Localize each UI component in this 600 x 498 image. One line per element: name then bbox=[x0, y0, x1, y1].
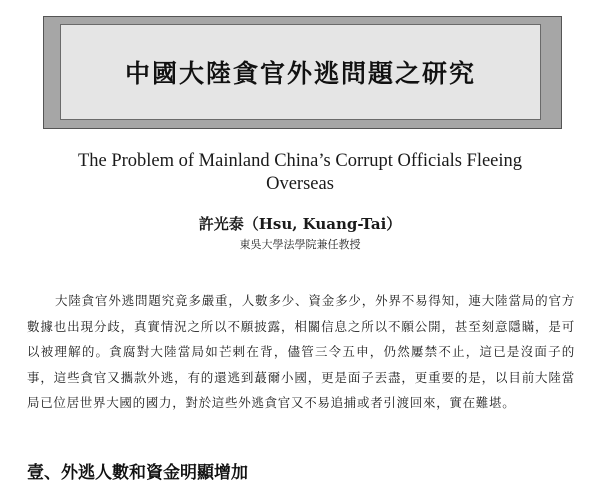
section-heading: 壹、外逃人數和資金明顯增加 bbox=[27, 463, 248, 483]
author-affiliation: 東吳大學法學院兼任教授 bbox=[239, 238, 361, 251]
english-title bbox=[40, 150, 560, 196]
title-panel bbox=[60, 24, 541, 120]
english-title-line-2: Overseas bbox=[266, 174, 334, 194]
author-name: 許光泰（Hsu, Kuang-Tai） bbox=[198, 215, 402, 233]
english-title-line-1: The Problem of Mainland China’s Corrupt Officials Fleeing bbox=[77, 151, 523, 171]
chinese-title: 中國大陸貪官外逃問題之研究 bbox=[124, 59, 476, 88]
body-paragraph: 大陸貪官外逃問題究竟多嚴重，人數多少、資金多少，外界不易得知，連大陸當局的官方數據也出現分歧，真實情況之所以不願披露，相關信息之所以不願公開，甚至刻意隱瞞，是可以被理解的。貪腐對大陸當局如芒剌在背，儘管三令五申，仍然屢禁不止，這已是沒面子的事，這些貪官又攜款外逃，有的還逃到蕞爾小國，更是面子丟盡，更重要的是，以目前大陸當局已位居世界大國的國力，對於這些外逃貪官又不易追捕或者引渡回來，實在難堪。 bbox=[27, 293, 575, 410]
